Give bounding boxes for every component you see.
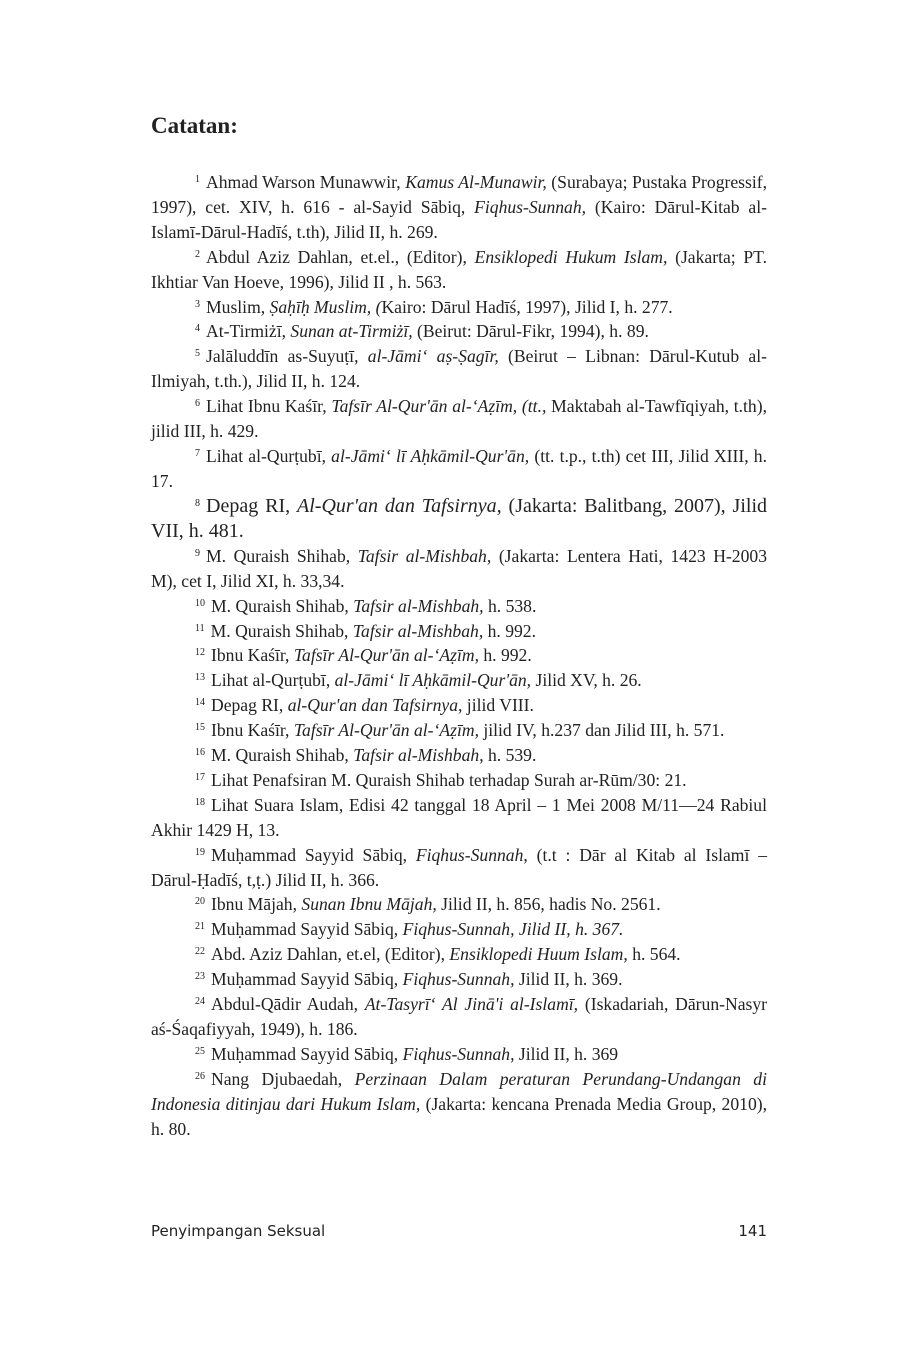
endnote-title: Tafsir al-Mishbah (353, 745, 480, 766)
endnote-title: Kamus Al-Munawir, (405, 172, 547, 192)
endnote-title: Fiqhus-Sunnah, Jilid II, h. 367. (402, 919, 624, 940)
endnote-title: Tafsir al-Mishbah, (357, 545, 492, 566)
endnote-text: h. 538. (483, 595, 537, 616)
endnote-text: Lihat al-Qurṭubī, (206, 445, 332, 466)
endnote-number: 8 (195, 497, 200, 509)
notes-heading: Catatan: (151, 113, 238, 138)
endnote-text: Nang Djubaedah, (211, 1068, 355, 1089)
endnote-text: Lihat Ibnu Kaśīr, (206, 396, 332, 417)
endnote-4 (151, 319, 767, 344)
endnote-14 (151, 693, 767, 718)
endnote-text: (Beirut: Dārul-Fikr, 1994), h. 89. (412, 321, 649, 342)
running-title: Penyimpangan Seksual (151, 1222, 326, 1240)
endnote-title: Al-Qur'an dan Tafsirnya, (297, 494, 502, 517)
endnote-title: Ensiklopedi Hukum Islam, (474, 246, 668, 267)
endnote-title: Tafsīr Al-Qur'ān al-‘Aẓīm, (293, 645, 479, 666)
endnote-text: Depag RI, (206, 494, 298, 517)
endnote-number: 12 (195, 647, 205, 659)
endnote-text: (tt. t.p., t.th) cet III, Jilid XIII, h. 17. (151, 445, 767, 491)
endnote-number: 6 (195, 398, 200, 410)
endnote-6 (151, 394, 767, 444)
endnote-22 (151, 942, 767, 967)
endnote-text: At-Tirmiżī, (206, 321, 291, 342)
endnote-text: h. 992. (478, 645, 532, 666)
endnote-16 (151, 743, 767, 768)
endnote-text: Jilid XV, h. 26. (531, 670, 642, 691)
endnote-text: Abd. Aziz Dahlan, et.el, (Editor), (211, 944, 450, 965)
endnote-text: (Jakarta: kencana Prenada Media Group, 2010), h. 80. (151, 1093, 767, 1139)
endnote-title: Tafsir al-Mishbah, (353, 595, 484, 616)
endnote-10 (151, 594, 767, 619)
endnote-title: Tafsir al-Mishbah, (352, 620, 484, 641)
endnote-number: 2 (195, 248, 200, 260)
endnote-7 (151, 444, 767, 494)
endnote-number: 20 (195, 896, 205, 908)
endnote-text: , (t.t : Dār al Kitab al Islamī – Dārul-Ḥadīś, t,ṭ.) Jilid II, h. 366. (151, 844, 767, 890)
endnote-text: M. Quraish Shihab, (211, 745, 354, 766)
endnote-text: Muslim, (206, 296, 270, 317)
endnote-text: Ibnu Mājah, (211, 894, 302, 915)
endnote-text: (Jakarta; PT. Ikhtiar Van Hoeve, 1996), Jilid II , h. 563. (151, 246, 767, 292)
endnote-text: Jalāluddīn as-Suyuṭī, (206, 346, 368, 367)
endnote-text: Ibnu Kaśīr, (211, 720, 294, 741)
endnote-title: Fiqhus-Sunnah, (402, 1043, 515, 1064)
endnote-text: Jilid II, h. 856, hadis No. 2561. (436, 894, 661, 915)
endnote-text: Maktabah al-Tawfīqiyah, t.th), jilid III, h. 429. (151, 396, 767, 442)
endnote-text: Kairo: Dārul Hadīś, 1997), Jilid I, h. 277. (381, 296, 673, 317)
endnote-title: Ensiklopedi Huum Islam, (449, 944, 628, 965)
endnote-number: 3 (195, 298, 200, 310)
endnote-15 (151, 718, 767, 743)
endnote-11 (151, 619, 767, 644)
endnote-1 (151, 170, 767, 245)
endnote-text: , h. 539. (479, 745, 537, 766)
endnote-text: Abdul Aziz Dahlan, et.el., (Editor), (206, 246, 475, 267)
endnote-text: Abdul-Qādir Audah, (211, 994, 365, 1015)
endnote-title: al-Jāmi‘ aṣ-Ṣagīr, (367, 346, 499, 367)
endnote-number: 19 (195, 846, 205, 858)
endnote-26 (151, 1067, 767, 1142)
endnote-text: Depag RI, (211, 695, 288, 716)
endnote-title: Ṣaḥīḥ Muslim, ( (269, 296, 382, 317)
endnote-title: Sunan Ibnu Mājah, (301, 894, 437, 915)
endnote-5 (151, 344, 767, 394)
endnote-text: Ahmad Warson Munawwir, (206, 172, 406, 192)
endnote-title: Tafsīr Al-Qur'ān al-‘Aẓīm, (293, 720, 479, 741)
endnote-text: Muḥammad Sayyid Sābiq, (211, 844, 416, 865)
endnotes-list (151, 170, 767, 1142)
endnote-number: 7 (195, 447, 200, 459)
endnote-2 (151, 245, 767, 295)
endnote-title: At-Tasyrī‘ Al Jinā'i al-Islamī, (364, 994, 579, 1015)
endnote-number: 22 (195, 946, 205, 958)
endnote-25 (151, 1042, 767, 1067)
endnote-number: 17 (195, 771, 205, 783)
endnote-title: Sunan at-Tirmiżī, (290, 321, 413, 342)
endnote-title: al-Jāmi‘ lī Aḥkāmil-Qur'ān, (331, 445, 530, 466)
endnote-text: Muḥammad Sayyid Sābiq, (211, 919, 403, 940)
endnote-text: Jilid II, h. 369. (514, 969, 623, 990)
page-number: 141 (738, 1222, 767, 1240)
endnote-21 (151, 917, 767, 942)
endnote-number: 13 (195, 672, 205, 684)
endnote-text: jilid IV, h.237 dan Jilid III, h. 571. (478, 720, 725, 741)
endnote-text: Muḥammad Sayyid Sābiq, (211, 1043, 403, 1064)
endnote-23 (151, 967, 767, 992)
endnote-title: Fiqhus-Sunnah, (474, 196, 587, 217)
endnote-text: h. 564. (627, 944, 681, 965)
endnote-text: Lihat Suara Islam, Edisi 42 tanggal 18 April – 1 Mei 2008 M/11—24 Rabiul Akhir 1429 H, 13. (151, 794, 767, 840)
endnote-number: 9 (195, 547, 200, 559)
endnote-text: M. Quraish Shihab, (210, 620, 353, 641)
endnote-number: 5 (195, 348, 200, 360)
endnote-24 (151, 992, 767, 1042)
endnote-18 (151, 793, 767, 843)
endnote-number: 4 (195, 323, 200, 335)
endnote-number: 16 (195, 747, 205, 759)
endnote-number: 11 (195, 622, 205, 634)
endnote-title: al-Qur'an dan Tafsirnya, (287, 695, 463, 716)
endnote-number: 15 (195, 722, 205, 734)
endnote-number: 1 (195, 174, 200, 185)
endnote-text: (Iskadariah, Dārun-Nasyr aś-Śaqafiyyah, 1949), h. 186. (151, 994, 768, 1039)
endnote-title: Fiqhus-Sunnah, (402, 969, 515, 990)
endnote-title: al-Jāmi‘ lī Aḥkāmil-Qur'ān, (334, 670, 532, 691)
endnote-text: jilid VIII. (462, 695, 534, 716)
endnote-number: 26 (195, 1070, 205, 1082)
endnote-number: 25 (195, 1045, 205, 1057)
endnote-number: 14 (195, 697, 205, 709)
endnote-number: 23 (195, 971, 205, 983)
endnote-19 (151, 843, 767, 893)
endnote-number: 18 (195, 796, 205, 808)
endnote-number: 21 (195, 921, 205, 933)
endnote-13 (151, 668, 767, 693)
endnote-number: 24 (195, 996, 205, 1008)
endnote-text: Muḥammad Sayyid Sābiq, (211, 969, 403, 990)
endnote-text: Jilid II, h. 369 (514, 1043, 619, 1064)
endnote-title: Tafsīr Al-Qur'ān al-‘Aẓīm, (tt., (331, 396, 547, 417)
endnote-title: Perzinaan Dalam peraturan Perundang-Undangan di Indonesia ditinjau dari Hukum Islam, (151, 1068, 767, 1114)
endnote-text: Lihat Penafsiran M. Quraish Shihab terhadap Surah ar-Rūm/30: 21. (211, 769, 687, 790)
endnote-text: h. 992. (483, 620, 536, 641)
endnote-12 (151, 643, 767, 668)
endnote-text: (Jakarta: Balitbang, 2007), Jilid VII, h. 481. (151, 494, 768, 542)
endnote-text: Ibnu Kaśīr, (211, 645, 294, 666)
endnote-8 (151, 494, 767, 544)
endnote-title: Fiqhus-Sunnah (415, 844, 524, 865)
endnote-text: (Jakarta: Lentera Hati, 1423 H-2003 M), cet I, Jilid XI, h. 33,34. (151, 545, 767, 591)
endnote-17 (151, 768, 767, 793)
endnote-number: 10 (195, 597, 205, 609)
endnote-text: (Kairo: Dārul-Kitab al-Islamī-Dārul-Hadīś, t.th), Jilid II, h. 269. (151, 196, 767, 242)
endnote-text: Lihat al-Qurṭubī, (211, 670, 335, 691)
endnote-3 (151, 295, 767, 320)
endnote-text: (Surabaya; Pustaka Progressif, 1997), cet. XIV, h. 616 - al-Sayid Sābiq, (151, 172, 768, 217)
endnote-text: (Beirut – Libnan: Dārul-Kutub al-Ilmiyah, t.th.), Jilid II, h. 124. (151, 346, 767, 392)
endnote-text: M. Quraish Shihab, (206, 545, 358, 566)
endnote-9 (151, 544, 767, 594)
endnote-text: M. Quraish Shihab, (211, 595, 354, 616)
endnote-20 (151, 892, 767, 917)
